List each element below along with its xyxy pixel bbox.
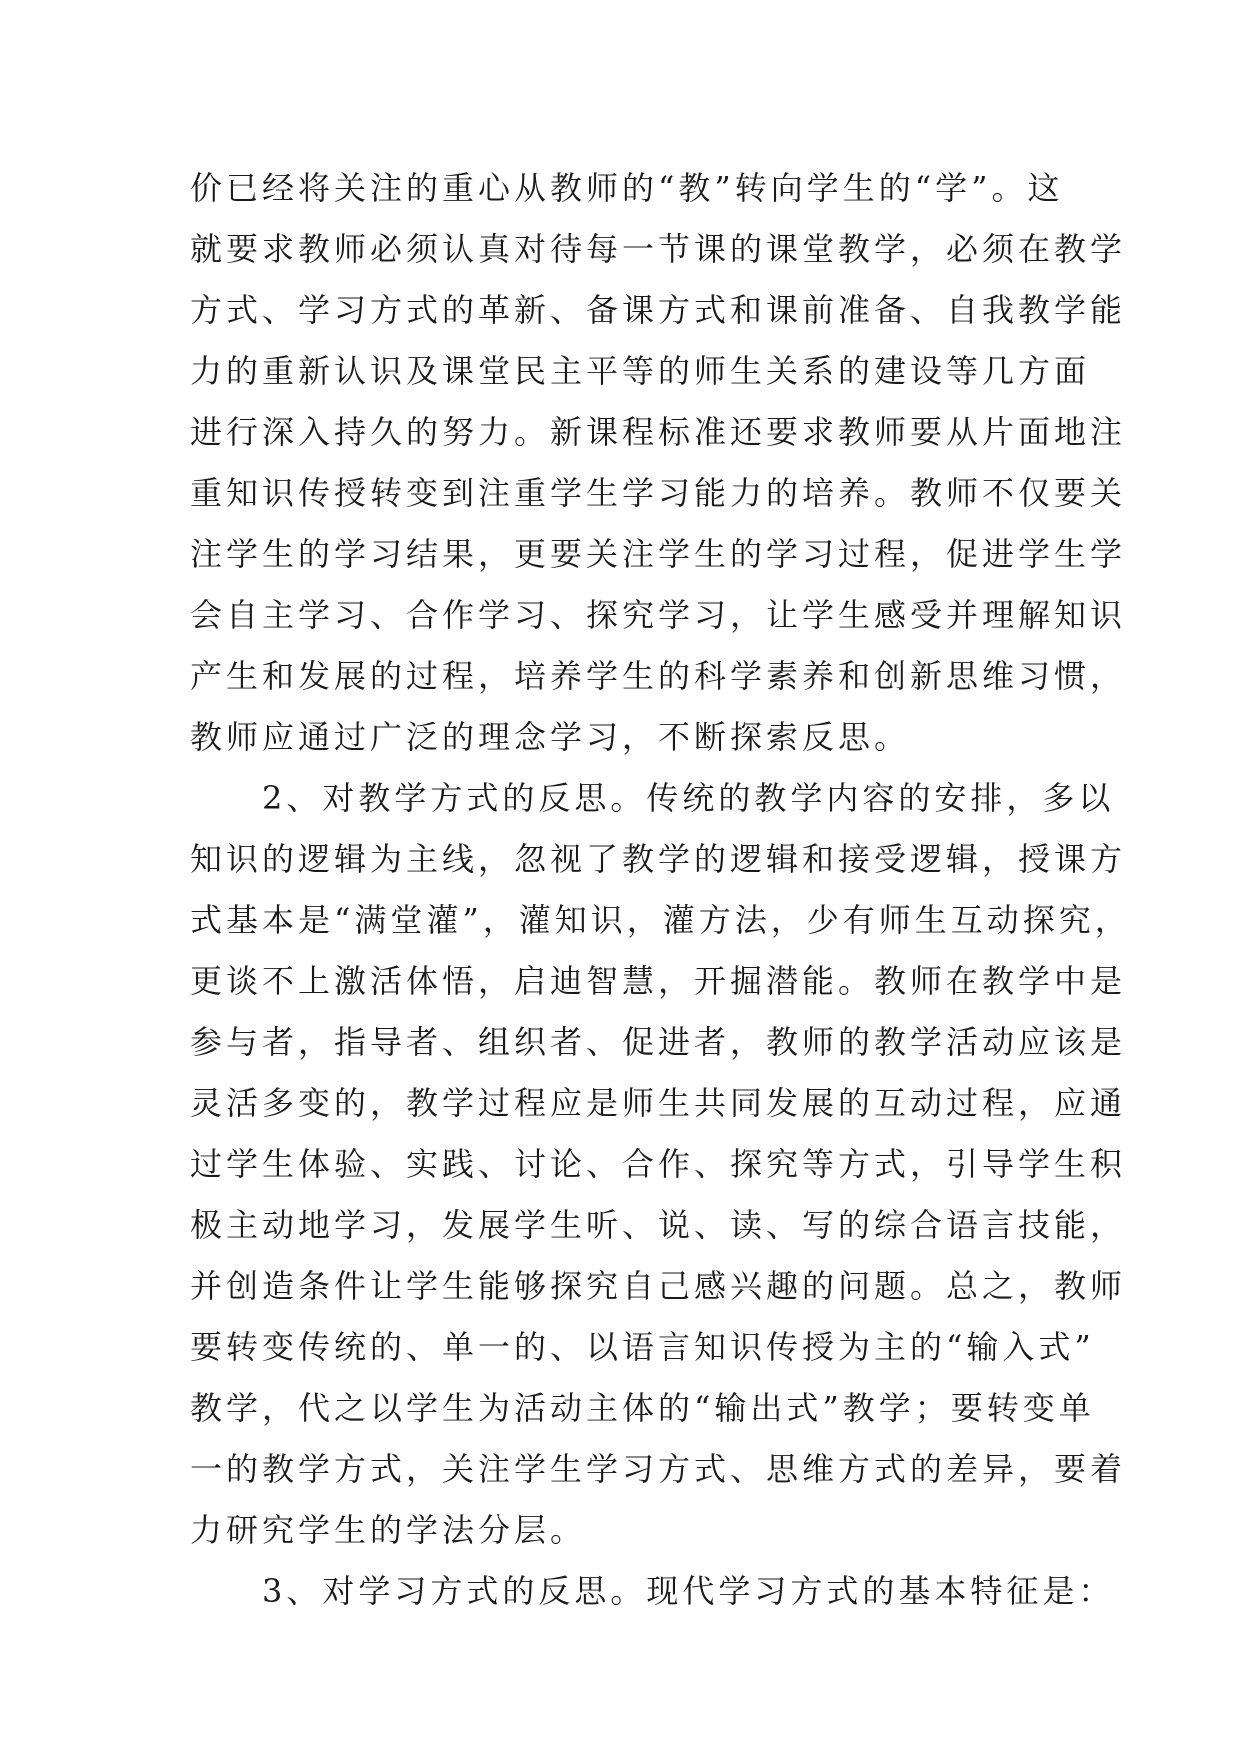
text-line: 过学生体验、实践、讨论、合作、探究等方式，引导学生积 — [190, 1145, 1127, 1183]
text-line: 就要求教师必须认真对待每一节课的课堂教学，必须在教学 — [190, 230, 1127, 268]
text-line: 一的教学方式，关注学生学习方式、思维方式的差异，要着 — [190, 1450, 1127, 1488]
text-line: 2、对教学方式的反思。传统的教学内容的安排，多以 — [190, 779, 1115, 817]
text-line: 灵活多变的，教学过程应是师生共同发展的互动过程，应通 — [190, 1084, 1127, 1122]
text-line: 进行深入持久的努力。新课程标准还要求教师要从片面地注 — [190, 413, 1127, 451]
text-line: 价已经将关注的重心从教师的“教”转向学生的“学”。这 — [190, 169, 1064, 207]
text-line: 知识的逻辑为主线，忽视了教学的逻辑和接受逻辑，授课方 — [190, 840, 1127, 878]
text-line: 并创造条件让学生能够探究自己感兴趣的问题。总之，教师 — [190, 1267, 1127, 1305]
text-line: 教学，代之以学生为活动主体的“输出式”教学；要转变单 — [190, 1389, 1095, 1427]
text-line: 极主动地学习，发展学生听、说、读、写的综合语言技能， — [190, 1206, 1127, 1244]
text-line: 参与者，指导者、组织者、促进者，教师的教学活动应该是 — [190, 1023, 1127, 1061]
text-line: 力的重新认识及课堂民主平等的师生关系的建设等几方面 — [190, 352, 1091, 390]
text-line: 要转变传统的、单一的、以语言知识传授为主的“输入式” — [190, 1328, 1095, 1366]
text-line: 教师应通过广泛的理念学习，不断探索反思。 — [190, 718, 911, 756]
paragraph-2 — [190, 768, 1131, 1561]
document-body — [190, 158, 1131, 1622]
text-line: 重知识传授转变到注重学生学习能力的培养。教师不仅要关 — [190, 474, 1127, 512]
text-line: 会自主学习、合作学习、探究学习，让学生感受并理解知识 — [190, 596, 1127, 634]
text-line: 式基本是“满堂灌”，灌知识，灌方法，少有师生互动探究， — [190, 901, 1131, 939]
text-line: 力研究学生的学法分层。 — [190, 1511, 587, 1549]
text-line: 方式、学习方式的革新、备课方式和课前准备、自我教学能 — [190, 291, 1127, 329]
paragraph-3 — [190, 1561, 1115, 1622]
text-line: 注学生的学习结果，更要关注学生的学习过程，促进学生学 — [190, 535, 1127, 573]
text-line: 3、对学习方式的反思。现代学习方式的基本特征是： — [190, 1572, 1115, 1610]
paragraph-1 — [190, 158, 1127, 768]
text-line: 更谈不上激活体悟，启迪智慧，开掘潜能。教师在教学中是 — [190, 962, 1127, 1000]
text-line: 产生和发展的过程，培养学生的科学素养和创新思维习惯， — [190, 657, 1127, 695]
